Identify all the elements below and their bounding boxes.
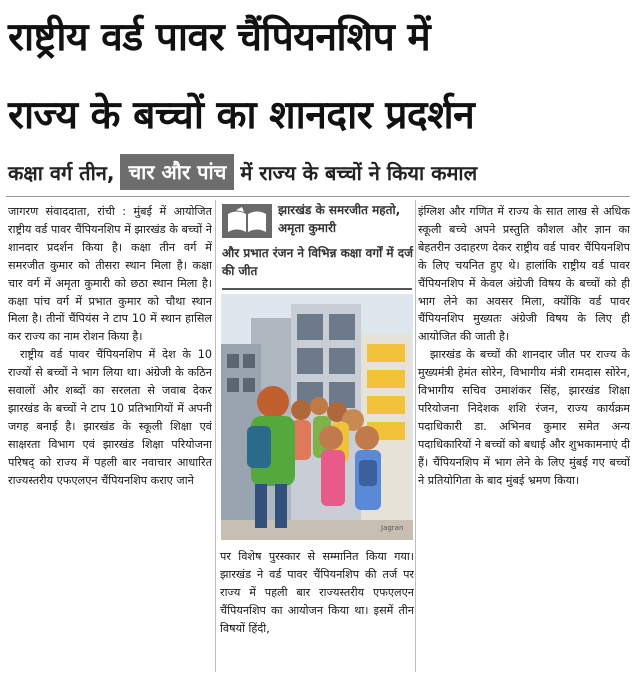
divider-rule <box>6 196 630 197</box>
column-separator <box>215 200 216 672</box>
subhead-after: में राज्य के बच्चों ने किया कमाल <box>240 160 478 185</box>
headline-line-2: राज्य के बच्चों का शानदार प्रदर्शन <box>8 93 475 138</box>
paragraph-championship: राष्ट्रीय वर्ड पावर चैंपियनशिप में देश के 10 राज्यों से बच्चों ने भाग लिया था। अंग्रेजी के कठिन सवालों और शब्दों का सरलता से जवाब देकर झारखंड के बच्चों ने टाप 10 प्रतिभागियों में अपनी जगह बनाई है। झारखंड के स्कूली शिक्षा एवं साक्षरता विभाग एवं झारखंड शिक्षा परियोजना परिषद् को राज्य में पहली बार नवाचार आधारित राज्यस्तरीय एफएलएन चैंपियनशिप कराए जाने <box>8 348 212 487</box>
subhead-highlight: चार और पांच <box>120 154 234 190</box>
paragraph-congratulations: झारखंड के बच्चों की शानदार जीत पर राज्य के मुख्यमंत्री हेमंत सोरेन, विभागीय मंत्री रामदास सोरेन, विभागीय सचिव उमाशंकर सिंह, झारखंड शिक्षा परियोजना निदेशक शशि रंजन, राज्य कार्यक्रम पदाधिकारी डा. अभिनव कुमार समेत अन्य पदाधिकारियों ने बच्चों को बधाई और शुभकामनाएं दी हैं। चैंपियनशिप में भाग लेने के लिए मुंबई गए बच्चों ने प्रतियोगिता के बाद मुंबई भ्रमण किया। <box>418 348 630 487</box>
book-icon <box>222 204 272 238</box>
paragraph-selection: इंग्लिश और गणित में राज्य के सात लाख से अधिक स्कूली बच्चे अपने प्रस्तुति कौशल और ज्ञान का बेहतरीन उदाहरण देकर राष्ट्रीय वर्ड पावर चैंपियनशिप के लिए चयनित हुए थे। हालांकि राष्ट्रीय वर्ड पावर चैंपियनशिप में केवल अंग्रेजी विषय के बच्चों को ही भाग लेने का अवसर मिला, क्योंकि वर्ड पावर चैंपियनशिप मुख्यतः अंग्रेजी विषय के लिए ही आयोजित की जाती है। <box>418 205 630 344</box>
highlight-underline <box>222 288 412 290</box>
highlight-text-a: झारखंड के समरजीत महतो, अमृता कुमारी <box>278 203 401 235</box>
article-column-2 <box>220 548 414 673</box>
highlight-box <box>220 200 414 292</box>
highlight-text-b: और प्रभात रंजन ने विभिन्न कक्षा वर्गों में दर्ज की जीत <box>222 246 414 278</box>
students-illustration <box>221 294 413 540</box>
subheadline <box>8 152 630 192</box>
illustration-credit: Jagran <box>381 524 404 532</box>
headline-line-1: राष्ट्रीय वर्ड पावर चैंपियनशिप में <box>8 15 431 60</box>
article-column-1 <box>8 203 212 673</box>
subhead-before: कक्षा वर्ग तीन, <box>8 160 115 185</box>
article-column-3 <box>418 203 630 673</box>
boy-head <box>257 386 289 418</box>
paragraph-dateline: जागरण संवाददाता, रांची : मुंबई में आयोजित राष्ट्रीय वर्ड पावर चैंपियनशिप में झारखंड के बच्चों ने शानदार प्रदर्शन किया है। कक्षा तीन वर्ग में समरजीत कुमार को तीसरा स्थान मिला है। कक्षा चार वर्ग में अमृता कुमारी को छठा स्थान मिला है। कक्षा पांच वर्ग में प्रभात कुमार को चौथा स्थान मिला है। तीनों चैंपियंस ने टाप 10 में स्थान हासिल कर राज्य का नाम रोशन किया है। <box>8 205 212 344</box>
boy-backpack <box>247 426 271 468</box>
paragraph-award: पर विशेष पुरस्कार से सम्मानित किया गया। झारखंड ने वर्ड पावर चैंपियनशिप की तर्ज पर राज्य में पहली बार राज्यस्तरीय एफएलएन चैंपियनशिप का आयोजन किया था। इसमें तीन विषयों हिंदी, <box>220 550 414 635</box>
column-separator <box>415 200 416 672</box>
